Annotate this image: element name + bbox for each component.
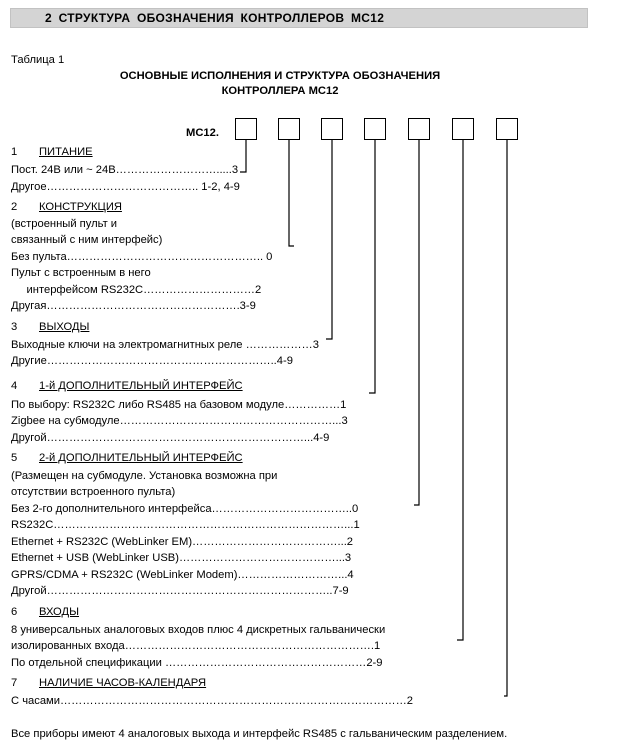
model-code: МС12.: [186, 127, 219, 139]
section-6-title: ВХОДЫ: [39, 606, 79, 618]
section-4-number: 4: [11, 380, 18, 392]
connector-line-4: [369, 140, 375, 393]
section-4-line-1: По выбору: RS232C либо RS485 на базовом модуле……………1: [11, 399, 347, 411]
section-4-line-2: Zigbee на субмодуле…………………………………………………...3: [11, 415, 348, 427]
section-1-line-2: Другое………………………………….. 1-2, 4-9: [11, 181, 240, 193]
section-6-number: 6: [11, 606, 18, 618]
section-5-line-5: Ethernet + RS232C (WebLinker EM)…………………………………...2: [11, 536, 354, 548]
connector-line-7: [504, 140, 507, 696]
section-1-heading: [11, 145, 93, 160]
section-7-number: 7: [11, 677, 18, 689]
section-7-line-1: С часами…………………………………………………………………………………2: [11, 695, 414, 707]
section-5-line-1: (Размещен на субмодуле. Установка возможна при: [11, 470, 278, 482]
main-title-line-2: КОНТРОЛЛЕРА МС12: [221, 85, 339, 97]
section-4-line-3: Другой……………………………………………………………...4-9: [11, 432, 330, 444]
section-5-line-6: Ethernet + USB (WebLinker USB)……………………………………...3: [11, 552, 352, 564]
section-2-line-6: Другая…………………………………………….3-9: [11, 300, 256, 312]
section-2-number: 2: [11, 201, 18, 213]
section-5-heading: [11, 451, 243, 466]
section-6-line-3: По отдельной спецификации ………………………………………………2-9: [11, 657, 383, 669]
section-6-line-2: изолированных входа………………………………………………………….1: [11, 640, 381, 652]
section-4-heading: [11, 379, 243, 394]
section-3-title: ВЫХОДЫ: [39, 321, 90, 333]
connector-line-2: [289, 140, 294, 246]
section-5-line-4: RS232C……………………………………………………………………...1: [11, 519, 360, 531]
section-7-title: НАЛИЧИЕ ЧАСОВ-КАЛЕНДАРЯ: [39, 677, 207, 689]
connector-line-5: [414, 140, 419, 505]
section-5-line-7: GPRS/CDMA + RS232C (WebLinker Modem)………………………...4: [11, 569, 354, 581]
section-header-title: 2 СТРУКТУРА ОБОЗНАЧЕНИЯ КОНТРОЛЛЕРОВ МС12: [45, 11, 385, 25]
section-6-heading: [11, 605, 79, 620]
section-2-title: КОНСТРУКЦИЯ: [39, 201, 122, 213]
section-2-line-4: Пульт с встроенным в него: [11, 267, 151, 279]
main-title-line-1: ОСНОВНЫЕ ИСПОЛНЕНИЯ И СТРУКТУРА ОБОЗНАЧЕНИЯ: [119, 70, 441, 82]
section-2-line-2: связанный с ним интерфейс): [11, 234, 163, 246]
section-3-number: 3: [11, 321, 18, 333]
section-3-line-1: Выходные ключи на электромагнитных реле ………………3: [11, 339, 319, 351]
connector-line-1: [240, 140, 246, 172]
section-3-line-2: Другие……………………………………………………..4-9: [11, 355, 293, 367]
section-2-line-3: Без пульта…………………………………………….. 0: [11, 251, 273, 263]
section-5-line-8: Другой…………………………………………………………………..7-9: [11, 585, 349, 597]
connector-line-6: [457, 140, 463, 640]
section-5-title: 2-й ДОПОЛНИТЕЛЬНЫЙ ИНТЕРФЕЙС: [39, 452, 243, 464]
section-2-heading: [11, 200, 122, 215]
section-2-line-1: (встроенный пульт и: [11, 218, 118, 230]
table-label: Таблица 1: [11, 54, 65, 66]
footer-note: Все приборы имеют 4 аналоговых выхода и интерфейс RS485 с гальваническим разделением.: [11, 728, 508, 740]
section-3-heading: [11, 320, 89, 335]
section-1-title: ПИТАНИЕ: [39, 146, 93, 158]
section-7-heading: [11, 676, 206, 691]
section-1-line-1: Пост. 24В или ~ 24В……………………….....3: [11, 164, 239, 176]
section-4-title: 1-й ДОПОЛНИТЕЛЬНЫЙ ИНТЕРФЕЙС: [39, 380, 243, 392]
connector-line-3: [326, 140, 332, 339]
section-5-line-2: отсутствии встроенного пульта): [11, 486, 176, 498]
section-1-number: 1: [11, 146, 18, 158]
section-6-line-1: 8 универсальных аналоговых входов плюс 4 дискретных гальванически: [11, 624, 386, 636]
section-5-line-3: Без 2-го дополнительного интерфейса………………………………..0: [11, 503, 359, 515]
section-2-line-5: интерфейсом RS232C…………………………2: [11, 284, 262, 296]
section-5-number: 5: [11, 452, 18, 464]
